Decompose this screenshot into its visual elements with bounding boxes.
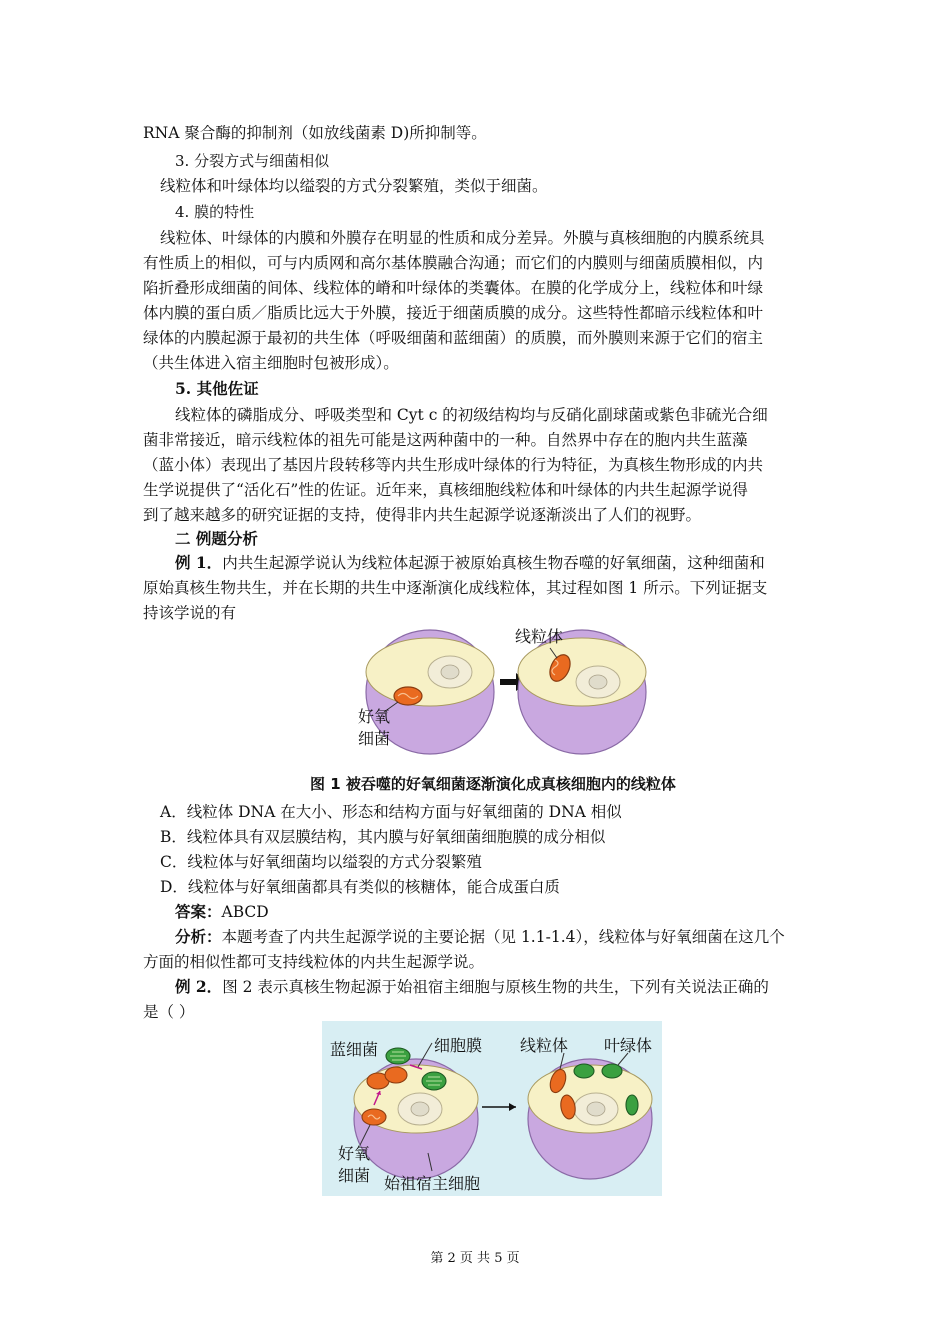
example-2-text: 图 2 表示真核生物起源于始祖宿主细胞与原核生物的共生，下列有关说法正确的	[222, 978, 769, 996]
example-1-text: 内共生起源学说认为线粒体起源于被原始真核生物吞噬的好氧细菌，这种细菌和	[222, 554, 765, 572]
analysis-line	[175, 925, 845, 949]
answer-line	[175, 900, 845, 924]
text-line: 持该学说的有	[143, 604, 237, 622]
example-2-label: 例 2．	[175, 977, 223, 996]
example-1-label: 例 1．	[175, 553, 223, 572]
figure-2	[322, 1021, 662, 1196]
text-line: 菌非常接近，暗示线粒体的祖先可能是这两种菌中的一种。自然界中存在的胞内共生蓝藻	[143, 431, 748, 449]
analysis-label: 分析：	[175, 927, 222, 946]
option-d: D．线粒体与好氧细菌都具有类似的核糖体，能合成蛋白质	[160, 878, 560, 896]
section-heading-3: 3. 分裂方式与细菌相似	[175, 152, 330, 170]
text-line: 方面的相似性都可支持线粒体的内共生起源学说。	[143, 953, 485, 971]
figure-1-caption: 图 1 被吞噬的好氧细菌逐渐演化成真核细胞内的线粒体	[310, 775, 676, 793]
section-heading-5: 5. 其他佐证	[175, 379, 259, 398]
example-2-line	[175, 975, 845, 999]
text-line: （共生体进入宿主细胞时包被形成）。	[143, 354, 399, 372]
text-line: 陷折叠形成细菌的间体、线粒体的嵴和叶绿体的类囊体。在膜的化学成分上，线粒体和叶绿	[143, 279, 764, 297]
answer-value: ABCD	[221, 903, 269, 921]
label-aerobic-1: 好氧	[358, 707, 391, 726]
text-line: 线粒体的磷脂成分、呼吸类型和 Cyt c 的初级结构均与反硝化副球菌或紫色非硫光合细	[175, 406, 768, 424]
text-line: 有性质上的相似，可与内质网和高尔基体膜融合沟通；而它们的内膜则与细菌质膜相似，内	[143, 254, 764, 272]
option-a: A．线粒体 DNA 在大小、形态和结构方面与好氧细菌的 DNA 相似	[160, 803, 622, 821]
example-1-line	[175, 551, 845, 575]
text-line: RNA 聚合酶的抑制剂（如放线菌素 D)所抑制等。	[143, 124, 487, 142]
host-cell-ancestral	[354, 1059, 478, 1179]
text-line: 线粒体和叶绿体均以缢裂的方式分裂繁殖，类似于细菌。	[160, 177, 548, 195]
text-line: 绿体的内膜起源于最初的共生体（呼吸细菌和蓝细菌）的质膜，而外膜则来源于它们的宿主	[143, 329, 764, 347]
analysis-text: 本题考查了内共生起源学说的主要论据（见 1.1-1.4），线粒体与好氧细菌在这几个	[221, 928, 785, 946]
text-line: 体内膜的蛋白质／脂质比远大于外膜，接近于细菌质膜的成分。这些特性都暗示线粒体和叶	[143, 304, 764, 322]
option-b: B．线粒体具有双层膜结构，其内膜与好氧细菌细胞膜的成分相似	[160, 828, 606, 846]
figure-1	[350, 622, 650, 767]
text-line: 是（ ）	[143, 1003, 195, 1021]
label-cyanobacterium: 蓝细菌	[330, 1040, 379, 1059]
label-mitochondrion: 线粒体	[515, 627, 564, 646]
text-line: 线粒体、叶绿体的内膜和外膜存在明显的性质和成分差异。外膜与真核细胞的内膜系统具	[160, 229, 765, 247]
label-aerobic-2: 细菌	[338, 1166, 371, 1185]
text-line: 生学说提供了“活化石”性的佐证。近年来，真核细胞线粒体和叶绿体的内共生起源学说得	[143, 481, 748, 499]
text-line: 到了越来越多的研究证据的支持，使得非内共生起源学说逐渐淡出了人们的视野。	[143, 506, 702, 524]
option-c: C．线粒体与好氧细菌均以缢裂的方式分裂繁殖	[160, 853, 482, 871]
host-cell-right	[518, 630, 646, 754]
label-ancestral-host: 始祖宿主细胞	[384, 1174, 481, 1193]
answer-label: 答案：	[175, 902, 222, 921]
label-chloroplast: 叶绿体	[604, 1036, 653, 1055]
text-line: 原始真核生物共生，并在长期的共生中逐渐演化成线粒体，其过程如图 1 所示。下列证据支	[143, 579, 768, 597]
label-aerobic-1: 好氧	[338, 1144, 371, 1163]
label-aerobic-2: 细菌	[358, 729, 391, 748]
label-mitochondrion: 线粒体	[520, 1036, 569, 1055]
text-line: （蓝小体）表现出了基因片段转移等内共生形成叶绿体的行为特征，为真核生物形成的内共	[143, 456, 764, 474]
section-heading-examples: 二 例题分析	[175, 529, 258, 548]
label-cell-membrane: 细胞膜	[434, 1036, 483, 1055]
section-heading-4: 4. 膜的特性	[175, 203, 255, 221]
page-footer: 第 2 页 共 5 页	[430, 1251, 520, 1266]
